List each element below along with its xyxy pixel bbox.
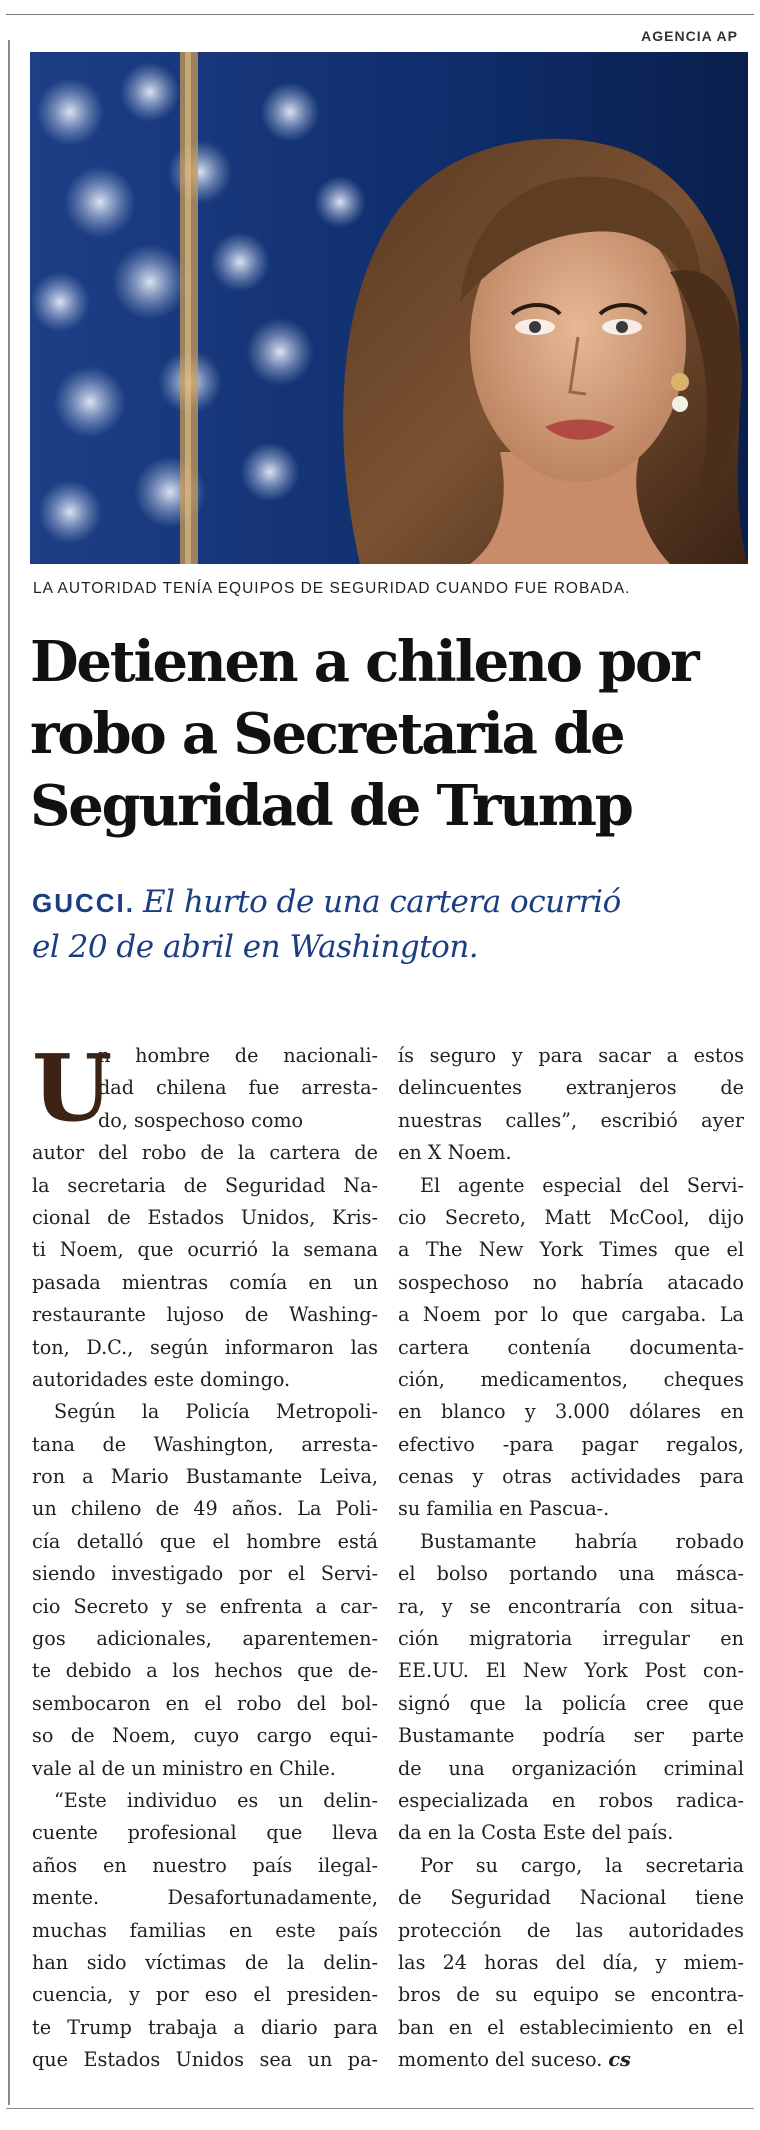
body-line: ban en el establecimiento en el: [398, 2015, 744, 2039]
body-line: la secretaria de Seguridad Na-: [32, 1173, 378, 1197]
bottom-rule: [6, 2108, 754, 2109]
body-line: han sido víctimas de la delin-: [32, 1950, 378, 1974]
body-line: signó que la policía cree que: [398, 1691, 744, 1715]
article-column-right: [398, 1040, 744, 2077]
body-line: el bolso portando una másca-: [398, 1562, 744, 1586]
body-line: ción, medicamentos, cheques: [398, 1367, 744, 1391]
body-line: autor del robo de la cartera de: [32, 1141, 378, 1165]
body-line: mente. Desafortunadamente,: [32, 1886, 378, 1910]
body-line: Bustamante podría ser parte: [398, 1724, 744, 1748]
body-line: un chileno de 49 años. La Poli-: [32, 1497, 378, 1521]
body-line: a Noem por lo que cargaba. La: [398, 1303, 744, 1327]
body-line: EE.UU. El New York Post con-: [398, 1659, 744, 1683]
body-line: siendo investigado por el Servi-: [32, 1562, 378, 1586]
body-line: da en la Costa Este del país.: [398, 1821, 674, 1845]
body-line: so de Noem, cuyo cargo equi-: [32, 1724, 378, 1748]
body-line: su familia en Pascua-.: [398, 1497, 610, 1521]
body-line: cio Secreto, Matt McCool, dijo: [398, 1205, 744, 1229]
body-line: “Este individuo es un delin-: [54, 1788, 378, 1812]
article-column-left: [32, 1034, 378, 2077]
body-line: nuestras calles”, escribió ayer: [398, 1108, 744, 1132]
body-line: protección de las autoridades: [398, 1918, 744, 1942]
photo-caption: LA AUTORIDAD TENÍA EQUIPOS DE SEGURIDAD CUANDO FUE ROBADA.: [33, 580, 631, 597]
body-line: Bustamante habría robado: [420, 1529, 744, 1553]
body-line: Por su cargo, la secretaria: [420, 1853, 744, 1877]
body-line: Según la Policía Metropoli-: [54, 1400, 378, 1424]
body-line: cuencia, y por eso el presiden-: [32, 1983, 378, 2007]
body-line: sembocaron en el robo del bol-: [32, 1691, 378, 1715]
body-line: cenas y otras actividades para: [398, 1465, 744, 1489]
body-line: n hombre de nacionali-: [98, 1044, 378, 1067]
top-rule: [6, 14, 754, 15]
headline-line: Seguridad de Trump: [30, 773, 632, 839]
headline-line: robo a Secretaria de: [30, 701, 624, 767]
article-photo: [30, 52, 748, 564]
subhead-line-2: el 20 de abril en Washington.: [32, 929, 479, 965]
body-line: sospechoso no habría atacado: [398, 1270, 744, 1294]
body-line: a The New York Times que el: [398, 1238, 744, 1262]
body-line: ís seguro y para sacar a estos: [398, 1044, 744, 1067]
body-line: las 24 horas del día, y miem-: [398, 1950, 744, 1974]
body-line: ción migratoria irregular en: [398, 1627, 744, 1651]
body-line: efectivo -para pagar regalos,: [398, 1432, 744, 1456]
body-line: en X Noem.: [398, 1141, 512, 1165]
body-line-final: [398, 2044, 744, 2076]
left-margin-rule: [8, 40, 10, 2105]
body-line: muchas familias en este país: [32, 1918, 378, 1942]
subhead-brand-label: GUCCI.: [32, 888, 135, 918]
body-line: cio Secreto y se enfrenta a car-: [32, 1594, 378, 1618]
body-line: dad chilena fue arresta-: [98, 1076, 378, 1100]
drop-cap: U: [32, 1034, 113, 1142]
body-line: ron a Mario Bustamante Leiva,: [32, 1465, 378, 1489]
body-line-final-text: momento del suceso.: [398, 2048, 603, 2072]
body-line: autoridades este domingo.: [32, 1367, 291, 1391]
body-line: cía detalló que el hombre está: [32, 1529, 378, 1553]
body-line: delincuentes extranjeros de: [398, 1076, 744, 1100]
subheadline: [32, 880, 752, 969]
body-line: El agente especial del Servi-: [420, 1173, 744, 1197]
end-of-article-mark: cs: [608, 2048, 631, 2072]
body-line: bros de su equipo se encontra-: [398, 1983, 744, 2007]
body-line: de Seguridad Nacional tiene: [398, 1886, 744, 1910]
body-line: años en nuestro país ilegal-: [32, 1853, 378, 1877]
body-line: que Estados Unidos sea un pa-: [32, 2048, 378, 2072]
body-line: do, sospechoso como: [98, 1108, 304, 1132]
subhead-text-1: El hurto de una cartera ocurrió: [143, 884, 621, 920]
body-line: restaurante lujoso de Washing-: [32, 1303, 378, 1327]
body-line: tana de Washington, arresta-: [32, 1432, 378, 1456]
body-line: pasada mientras comía en un: [32, 1270, 378, 1294]
body-line: ton, D.C., según informaron las: [32, 1335, 378, 1359]
portrait-photo-icon: [30, 52, 748, 564]
body-line: especializada en robos radica-: [398, 1788, 744, 1812]
headline: [30, 626, 750, 842]
body-line: gos adicionales, aparentemen-: [32, 1627, 378, 1651]
body-line: cional de Estados Unidos, Kris-: [32, 1205, 378, 1229]
body-line: cuente profesional que lleva: [32, 1821, 378, 1845]
body-line: te Trump trabaja a diario para: [32, 2015, 378, 2039]
body-line: te debido a los hechos que de-: [32, 1659, 378, 1683]
body-line: vale al de un ministro en Chile.: [32, 1756, 336, 1780]
subhead-line-1: [32, 880, 752, 925]
body-line: de una organización criminal: [398, 1756, 744, 1780]
body-line: en blanco y 3.000 dólares en: [398, 1400, 744, 1424]
body-line: ra, y se encontraría con situa-: [398, 1594, 744, 1618]
body-line: cartera contenía documenta-: [398, 1335, 744, 1359]
body-line: ti Noem, que ocurrió la semana: [32, 1238, 378, 1262]
headline-line: Detienen a chileno por: [30, 629, 698, 695]
photo-credit: AGENCIA AP: [641, 28, 738, 44]
